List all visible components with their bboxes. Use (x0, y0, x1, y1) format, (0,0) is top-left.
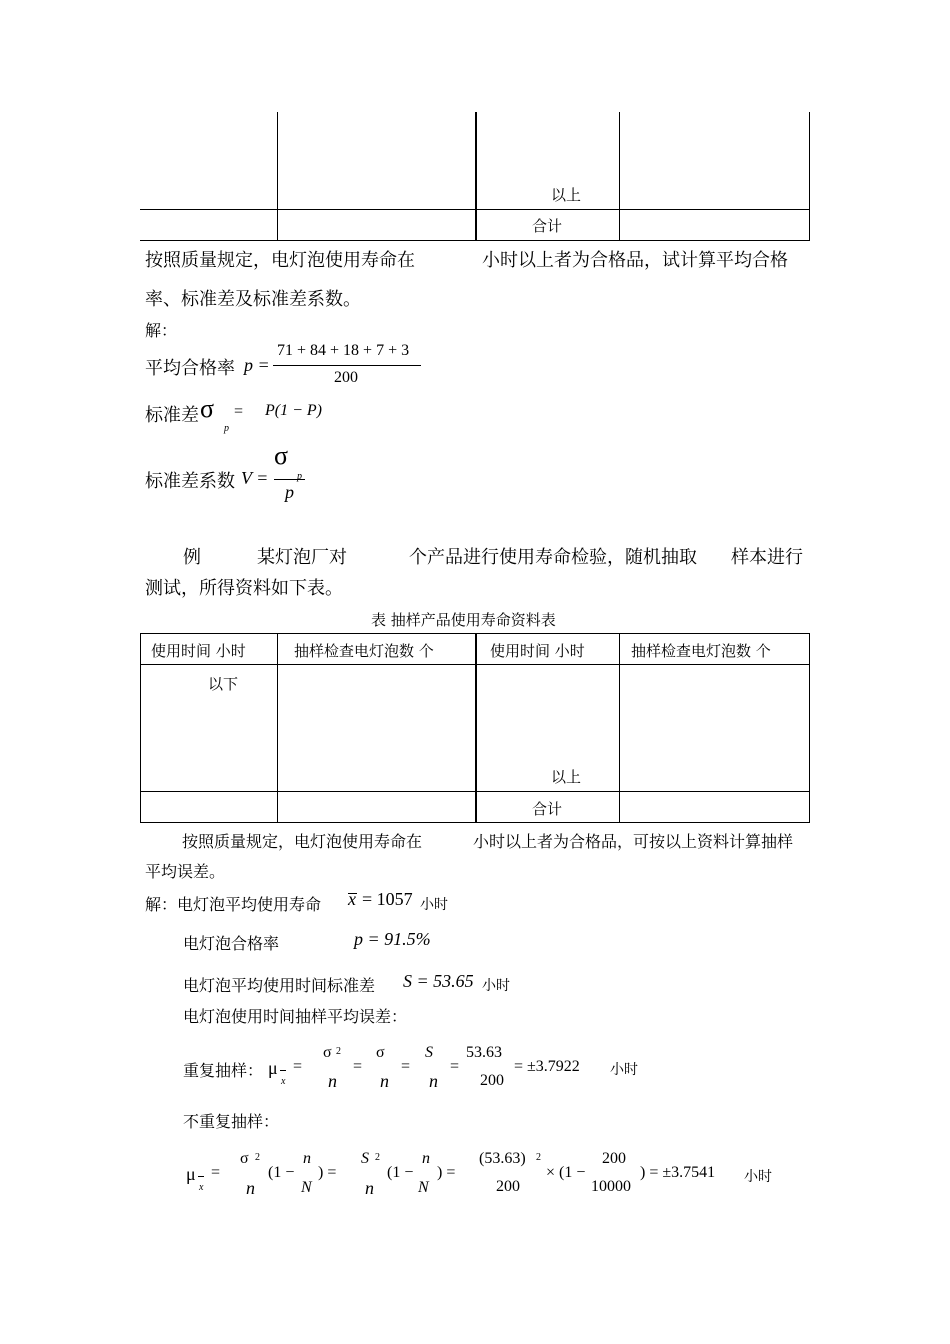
formula-expr: p = 91.5% (354, 929, 431, 949)
formula-label: 不重复抽样： (183, 1112, 280, 1131)
paragraph-text: 小时以上者为合格品，试计算平均合格 (482, 250, 788, 271)
table-caption: 表 抽样产品使用寿命资料表 (371, 611, 556, 629)
formula-expr: ) = (437, 1164, 456, 1181)
equals: = (211, 1164, 221, 1181)
fraction-numerator: n (422, 1150, 430, 1167)
table-line (140, 633, 141, 823)
table-header: 抽样检查电灯泡数 个 (294, 642, 434, 660)
fraction-denominator: 200 (334, 369, 358, 386)
fraction-denominator: n (429, 1071, 438, 1091)
table-line (140, 209, 810, 210)
fraction-numerator: 71 + 84 + 18 + 7 + 3 (277, 342, 410, 359)
example-label: 例 (183, 547, 201, 568)
paragraph-text: 某灯泡厂对 (257, 547, 347, 568)
fraction-denominator: n (246, 1178, 255, 1198)
equals: = (234, 403, 244, 420)
formula-label: 电灯泡使用时间抽样平均误差： (183, 1007, 408, 1026)
table-line (140, 240, 810, 241)
formula-label: 电灯泡平均使用时间标准差 (183, 976, 376, 995)
formula-var: p = (244, 355, 270, 375)
fraction-numerator: n (303, 1150, 311, 1167)
formula-expr: = 1057 (362, 889, 413, 909)
superscript: 2 (336, 1046, 341, 1057)
table-line (619, 112, 620, 240)
paragraph-text: 按照质量规定，电灯泡使用寿命在 (182, 832, 423, 851)
table-line (809, 633, 810, 823)
solution-label: 解： (145, 321, 178, 340)
table-cell: 合计 (532, 800, 563, 818)
paragraph-text: 样本进行 (731, 547, 803, 568)
formula-result: ) = ±3.7541 (640, 1164, 716, 1181)
formula-expr: (1 − (387, 1164, 414, 1181)
formula-var: V = (241, 468, 269, 488)
formula-expr: × (1 − (546, 1164, 586, 1181)
table-cell: 以上 (551, 186, 582, 204)
table-cell: 以上 (551, 768, 582, 786)
table-line (277, 633, 278, 823)
fraction-denominator: 200 (480, 1072, 504, 1089)
formula-label: 电灯泡合格率 (183, 934, 280, 953)
fraction-denominator: N (418, 1179, 429, 1196)
superscript: 2 (375, 1152, 380, 1163)
equals: = (353, 1058, 363, 1075)
paragraph-text: 按照质量规定，电灯泡使用寿命在 (145, 250, 415, 271)
table-line (475, 633, 477, 823)
formula-expr: P(1 − P) (265, 402, 322, 419)
superscript: 2 (536, 1152, 541, 1163)
paragraph-text: 测试，所得资料如下表。 (145, 578, 343, 599)
paragraph-text: 率、标准差及标准差系数。 (145, 289, 361, 310)
table-cell: 以下 (208, 675, 239, 693)
fraction-denominator: p (285, 482, 294, 502)
unit-label: 小时 (482, 978, 510, 994)
formula-label: 平均合格率 (145, 358, 235, 379)
subscript: p (297, 471, 302, 482)
fraction-numerator: 200 (602, 1150, 626, 1167)
paragraph-text: 小时以上者为合格品，可按以上资料计算抽样 (473, 832, 794, 851)
unit-label: 小时 (420, 897, 448, 913)
sigma-symbol: σ (240, 1150, 249, 1167)
table-header: 使用时间 小时 (151, 642, 246, 660)
formula-label: 标准差系数 (145, 471, 235, 492)
formula-expr: S = 53.65 (403, 971, 474, 991)
fraction-numerator: S (425, 1044, 433, 1061)
subscript: x (199, 1182, 204, 1193)
unit-label: 小时 (610, 1062, 638, 1078)
subscript: x (281, 1076, 286, 1087)
paragraph-text: 平均误差。 (145, 862, 226, 881)
unit-label: 小时 (744, 1169, 772, 1185)
fraction-numerator: 53.63 (466, 1044, 502, 1061)
mu-symbol: μ (268, 1058, 278, 1078)
table-header: 使用时间 小时 (490, 642, 585, 660)
superscript: 2 (255, 1152, 260, 1163)
formula-expr: ) = (318, 1164, 337, 1181)
equals: = (450, 1058, 460, 1075)
equals: = (401, 1058, 411, 1075)
fraction-numerator: (53.63) (479, 1150, 526, 1167)
paragraph-text: 个产品进行使用寿命检验，随机抽取 (409, 547, 697, 568)
formula-result: = ±3.7922 (514, 1058, 580, 1075)
formula-label: 标准差 (145, 405, 199, 426)
table-line (809, 112, 810, 240)
fraction-bar (273, 365, 421, 366)
solution-label: 解：电灯泡平均使用寿命 (145, 895, 322, 914)
sigma-symbol: σ (323, 1044, 332, 1061)
overline (198, 1176, 204, 1177)
sigma-symbol: σ (376, 1044, 385, 1061)
fraction-denominator: n (380, 1071, 389, 1091)
table-header: 抽样检查电灯泡数 个 (631, 642, 771, 660)
table-cell: 合计 (532, 217, 563, 235)
table-line (475, 112, 477, 240)
formula-var: x (348, 889, 356, 909)
sigma-symbol: σ (274, 441, 289, 470)
fraction-denominator: N (301, 1179, 312, 1196)
equals: = (293, 1058, 303, 1075)
subscript: p (224, 423, 229, 434)
fraction-denominator: 10000 (591, 1178, 631, 1195)
formula-label: 重复抽样： (183, 1061, 264, 1080)
overline (280, 1070, 286, 1071)
sigma-symbol: σ (200, 394, 215, 423)
fraction-denominator: 200 (496, 1178, 520, 1195)
fraction-numerator: S (361, 1150, 369, 1167)
formula-expr: (1 − (268, 1164, 295, 1181)
fraction-denominator: n (365, 1178, 374, 1198)
table-line (619, 633, 620, 823)
mu-symbol: μ (186, 1164, 196, 1184)
fraction-denominator: n (328, 1071, 337, 1091)
table-line (277, 112, 278, 240)
